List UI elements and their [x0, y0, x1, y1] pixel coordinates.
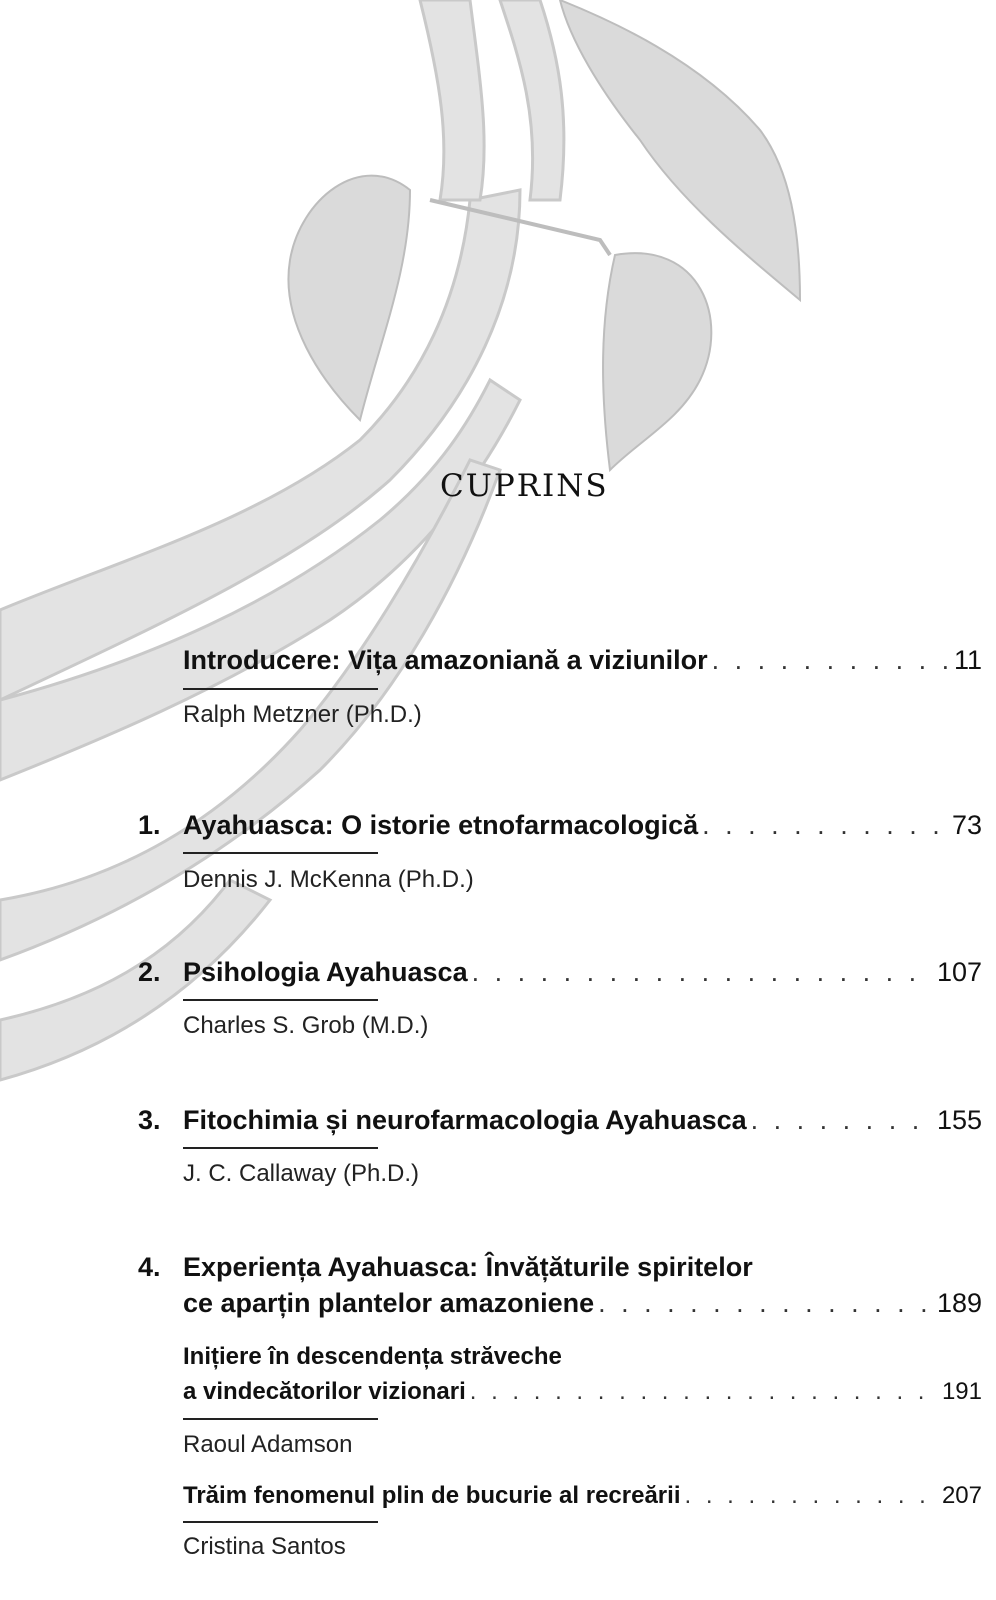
- toc-entry-title: Ayahuasca: O istorie etnofarmacologică: [183, 810, 699, 840]
- toc-chapter-number: 1.: [138, 810, 161, 840]
- toc-page-number: 11: [953, 645, 982, 675]
- author-rule: [183, 999, 378, 1001]
- toc-entry-title: Psihologia Ayahuasca: [183, 957, 468, 987]
- toc-author: Raoul Adamson: [183, 1431, 353, 1458]
- toc-page-number: 73: [951, 810, 982, 840]
- toc-chapter-number: 4.: [138, 1252, 161, 1282]
- author-rule: [183, 688, 378, 690]
- author-rule: [183, 1418, 378, 1420]
- leader-dots: [751, 1105, 933, 1136]
- toc-author: Ralph Metzner (Ph.D.): [183, 701, 422, 728]
- toc-subentry-title-line2: a vindecătorilor vizionari: [183, 1378, 466, 1405]
- toc-author: J. C. Callaway (Ph.D.): [183, 1160, 420, 1187]
- toc-subentry-1[interactable]: [183, 1378, 982, 1406]
- toc-page-number: 191: [941, 1378, 982, 1405]
- leader-dots: [702, 810, 948, 841]
- toc-subentry-2[interactable]: [183, 1482, 982, 1510]
- leader-dots: [598, 1288, 933, 1319]
- author-rule: [183, 852, 378, 854]
- toc-entry-title-line1[interactable]: Experiența Ayahuasca: Învățăturile spiritelor: [183, 1252, 753, 1282]
- toc-author: Charles S. Grob (M.D.): [183, 1012, 429, 1039]
- toc-entry-chapter-4[interactable]: [183, 1288, 982, 1319]
- toc-chapter-number: 3.: [138, 1105, 161, 1135]
- leader-dots: [684, 1482, 937, 1510]
- toc-subentry-title: Trăim fenomenul plin de bucurie al recreării: [183, 1482, 681, 1509]
- toc-entry-chapter-2[interactable]: [183, 957, 982, 988]
- toc-entry-title-line2: ce aparțin plantelor amazoniene: [183, 1288, 595, 1318]
- author-rule: [183, 1147, 378, 1149]
- toc-page-number: 189: [936, 1288, 982, 1318]
- toc-author: Cristina Santos: [183, 1533, 346, 1560]
- author-rule: [183, 1521, 378, 1523]
- page-title: cuprins: [440, 456, 609, 507]
- toc-entry-introduction[interactable]: [183, 645, 982, 676]
- toc-page-number: 155: [936, 1105, 982, 1135]
- leader-dots: [712, 645, 950, 676]
- toc-page-number: 207: [941, 1482, 982, 1509]
- toc-page-number: 107: [936, 957, 982, 987]
- toc-entry-title: Fitochimia și neurofarmacologia Ayahuasca: [183, 1105, 747, 1135]
- toc-entry-chapter-1[interactable]: [183, 810, 982, 841]
- toc-entry-chapter-3[interactable]: [183, 1105, 982, 1136]
- leader-dots: [470, 1378, 938, 1406]
- toc-entry-title: Introducere: Vița amazoniană a viziunilor: [183, 645, 708, 675]
- leader-dots: [472, 957, 933, 988]
- toc-chapter-number: 2.: [138, 957, 161, 987]
- toc-subentry-title-line1[interactable]: Inițiere în descendența străveche: [183, 1343, 562, 1370]
- toc-author: Dennis J. McKenna (Ph.D.): [183, 866, 474, 893]
